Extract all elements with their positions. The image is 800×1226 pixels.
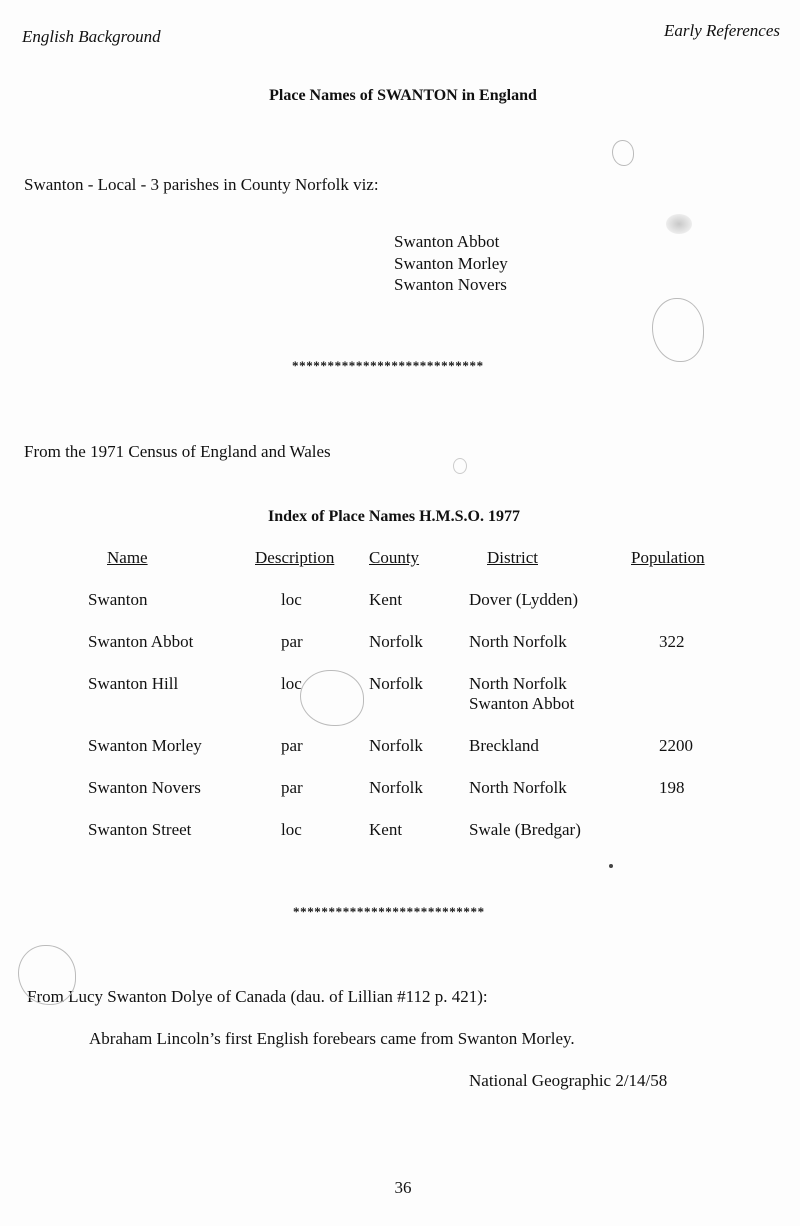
cell-name: Swanton Abbot [88,632,194,651]
cell-population: 198 [659,778,685,797]
section-title-place-names: Place Names of SWANTON in England [269,87,537,104]
cell-name: Swanton Novers [88,778,201,797]
column-header-population: Population [631,548,705,567]
paper-stain [453,458,467,474]
cell-district: North Norfolk [469,778,567,797]
ink-smudge [666,214,692,234]
column-header-district: District [487,548,538,567]
paper-stain [300,670,364,726]
cell-name: Swanton Hill [88,674,179,693]
column-header-name: Name [107,548,148,567]
section-divider: *************************** [292,358,484,373]
paper-stain [652,298,704,362]
cell-description: loc [281,590,302,609]
column-header-description: Description [255,548,335,567]
lucy-intro: From Lucy Swanton Dolye of Canada (dau. of Lillian #112 p. 421): [27,987,488,1006]
cell-county: Kent [369,820,403,839]
cell-name: Swanton Morley [88,736,202,755]
cell-county: Kent [369,590,403,609]
cell-description: loc [281,674,302,693]
cell-county: Norfolk [369,778,423,797]
cell-population: 322 [659,632,685,651]
cell-name: Swanton Street [88,820,192,839]
parish-item: Swanton Novers [394,275,507,294]
parishes-intro: Swanton - Local - 3 parishes in County Norfolk viz: [24,175,379,194]
cell-description: loc [281,820,302,839]
cell-description: par [281,778,303,797]
page-number: 36 [394,1178,412,1197]
paper-stain [18,945,76,1005]
lincoln-quote: Abraham Lincoln’s first English forebears came from Swanton Morley. [89,1029,575,1048]
column-header-county: County [369,548,420,567]
running-header-left: English Background [22,27,161,46]
running-header-right: Early References [664,21,780,40]
cell-description: par [281,736,303,755]
cell-county: Norfolk [369,736,423,755]
cell-county: Norfolk [369,674,423,693]
cell-district: North Norfolk [469,674,567,693]
cell-county: Norfolk [369,632,423,651]
cell-district-line2: Swanton Abbot [469,694,575,713]
table-title: Index of Place Names H.M.S.O. 1977 [268,508,520,525]
cell-district: North Norfolk [469,632,567,651]
section-divider: *************************** [293,904,485,919]
cell-district: Swale (Bredgar) [469,820,581,839]
cell-district: Dover (Lydden) [469,590,579,609]
cell-description: par [281,632,303,651]
cell-name: Swanton [88,590,148,609]
parish-item: Swanton Abbot [394,232,500,251]
cell-district: Breckland [469,736,539,755]
ink-dot [609,864,613,868]
quote-source: National Geographic 2/14/58 [469,1071,668,1090]
paper-stain [612,140,634,166]
cell-population: 2200 [659,736,693,755]
census-intro: From the 1971 Census of England and Wales [24,442,331,461]
parish-item: Swanton Morley [394,254,508,273]
